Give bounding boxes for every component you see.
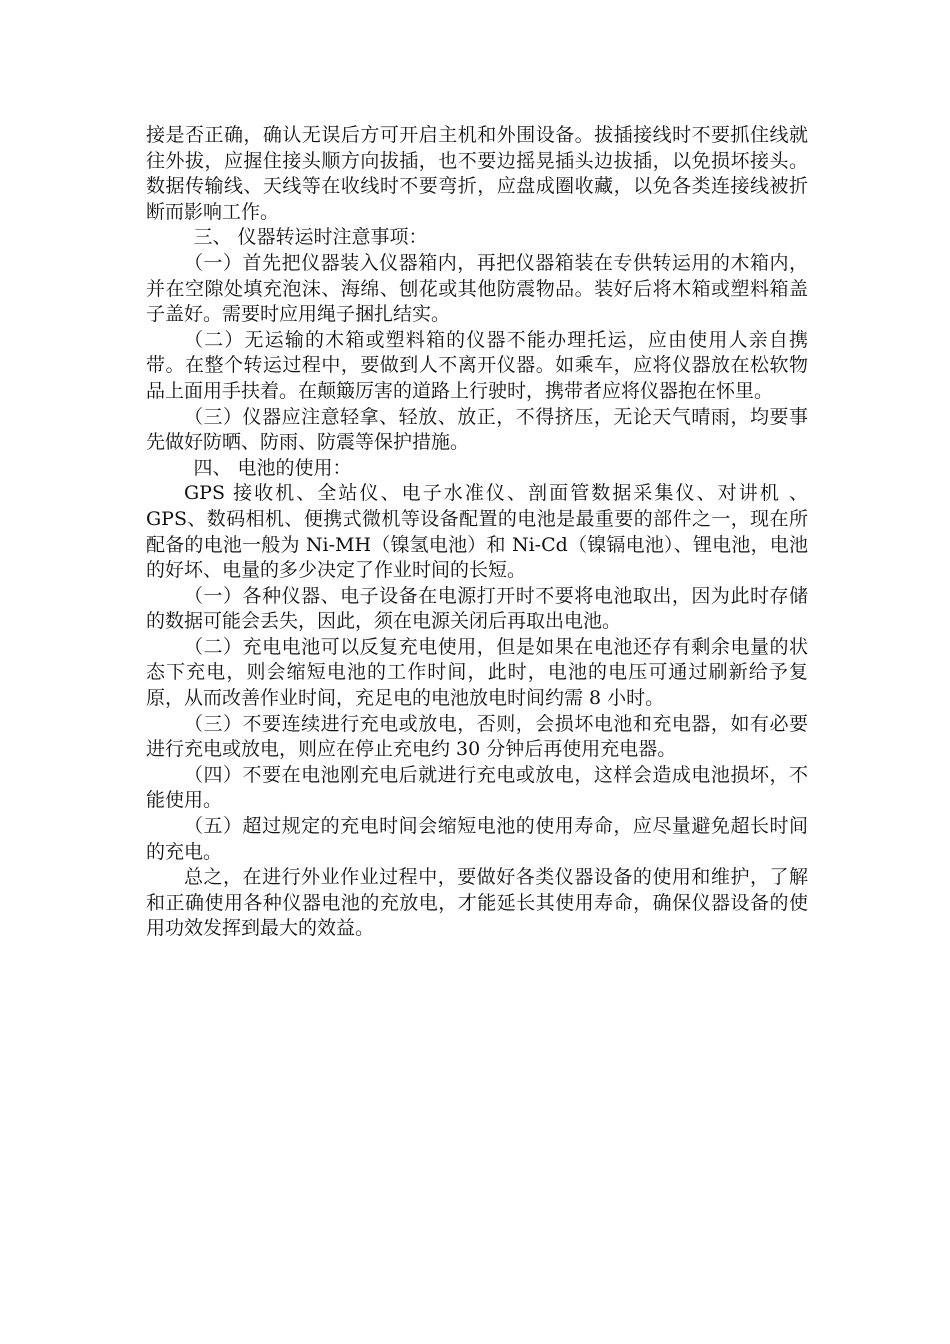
- paragraph-battery-4: （四）不要在电池刚充电后就进行充电或放电，这样会造成电池损坏，不能使用。: [146, 763, 808, 812]
- paragraph-battery-intro: GPS 接收机、全站仪、电子水准仪、剖面管数据采集仪、对讲机 、GPS、数码相机、便携式微机等设备配置的电池是最重要的部件之一，现在所配备的电池一般为 Ni-MH（镍氢电池）和 Ni-Cd（镍镉电池）、锂电池，电池的好坏、电量的多少决定了作业时间的长短。: [146, 482, 808, 582]
- paragraph-transport-2: （二）无运输的木箱或塑料箱的仪器不能办理托运，应由使用人亲自携带。在整个转运过程中，要做到人不离开仪器。如乘车，应将仪器放在松软物品上面用手扶着。在颠簸厉害的道路上行驶时，携带者应将仪器抱在怀里。: [146, 328, 808, 402]
- paragraph-battery-1: （一）各种仪器、电子设备在电源打开时不要将电池取出，因为此时存储的数据可能会丢失，因此，须在电源关闭后再取出电池。: [146, 584, 808, 633]
- paragraph-transport-1: （一）首先把仪器装入仪器箱内，再把仪器箱装在专供转运用的木箱内，并在空隙处填充泡沫、海绵、刨花或其他防震物品。装好后将木箱或塑料箱盖子盖好。需要时应用绳子捆扎结实。: [146, 251, 808, 326]
- paragraph-connection-check: 接是否正确，确认无误后方可开启主机和外围设备。拔插接线时不要抓住线就往外拔，应握住接头顺方向拔插，也不要边摇晃插头边拔插，以免损坏接头。数据传输线、天线等在收线时不要弯折，应盘成圈收藏，以免各类连接线被折断而影响工作。: [146, 124, 808, 223]
- document-body: [146, 123, 808, 942]
- paragraph-transport-3: （三）仪器应注意轻拿、轻放、放正，不得挤压，无论天气晴雨，均要事先做好防晒、防雨、防震等保护措施。: [146, 405, 808, 454]
- section-heading-battery: 四、 电池的使用：: [193, 456, 352, 479]
- paragraph-battery-2: （二）充电电池可以反复充电使用，但是如果在电池还存有剩余电量的状态下充电，则会缩短电池的工作时间，此时，电池的电压可通过刷新给予复原，从而改善作业时间，充足电的电池放电时间约需 8 小时。: [146, 635, 808, 710]
- paragraph-battery-5: （五）超过规定的充电时间会缩短电池的使用寿命，应尽量避免超长时间的充电。: [146, 815, 808, 863]
- paragraph-conclusion: 总之，在进行外业作业过程中，要做好各类仪器设备的使用和维护，了解和正确使用各种仪器电池的充放电，才能延长其使用寿命，确保仪器设备的使用功效发挥到最大的效益。: [146, 866, 808, 940]
- section-heading-transport: 三、 仪器转运时注意事项：: [193, 226, 428, 249]
- paragraph-battery-3: （三）不要连续进行充电或放电，否则，会损坏电池和充电器，如有必要进行充电或放电，则应在停止充电约 30 分钟后再使用充电器。: [146, 712, 808, 761]
